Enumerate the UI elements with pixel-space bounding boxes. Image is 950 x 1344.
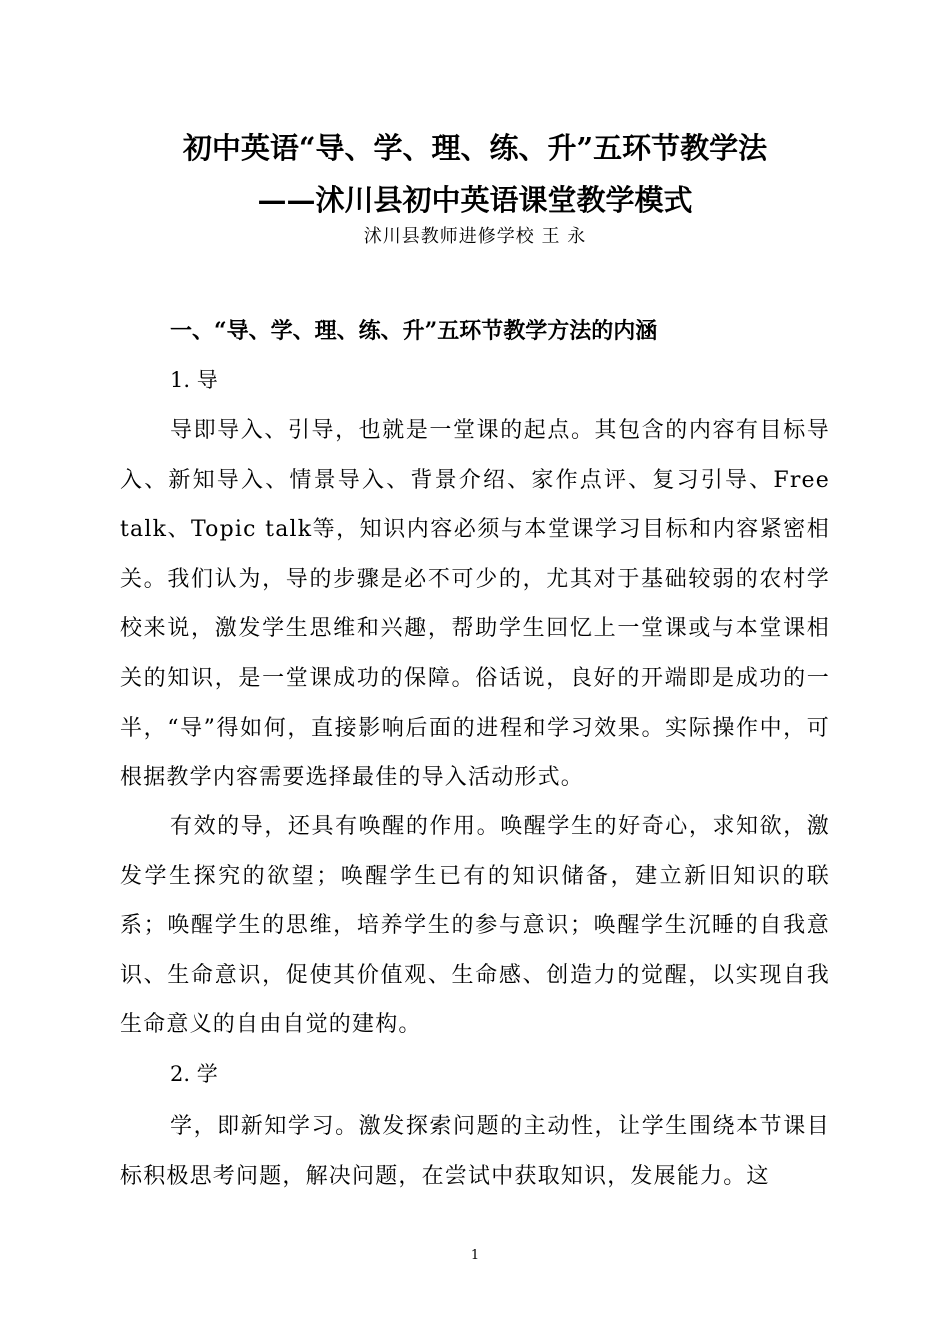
subheading-xue: 2. 学 — [170, 1062, 218, 1086]
document-title: 初中英语“导、学、理、练、升”五环节教学法 — [182, 131, 768, 165]
author-line: 沭川县教师进修学校 王 永 — [363, 226, 587, 247]
subheading-dao: 1. 导 — [170, 368, 218, 392]
paragraph: 有效的导，还具有唤醒的作用。唤醒学生的好奇心，求知欲，激发学生探究的欲望；唤醒学生已有的知识储备，建立新旧知识的联系；唤醒学生的思维，培养学生的参与意识；唤醒学生沉睡的自我意识、生命意识，促使其价值观、生命感、创造力的觉醒，以实现自我生命意义的自由自觉的建构。 — [120, 814, 830, 1038]
paragraph: 学，即新知学习。激发探索问题的主动性，让学生围绕本节课目标积极思考问题，解决问题，在尝试中获取知识，发展能力。这 — [120, 1114, 830, 1189]
document-subtitle: ——沭川县初中英语课堂教学模式 — [257, 183, 693, 217]
section-heading: 一、“导、学、理、练、升”五环节教学方法的内涵 — [170, 318, 658, 344]
paragraph: 导即导入、引导，也就是一堂课的起点。其包含的内容有目标导入、新知导入、情景导入、背景介绍、家作点评、复习引导、Free talk、Topic talk等，知识内容必须与本堂课学习目标和内容紧密相关。我们认为，导的步骤是必不可少的，尤其对于基础较弱的农村学校来说，激发学生思维和兴趣，帮助学生回忆上一堂课或与本堂课相关的知识，是一堂课成功的保障。俗话说，良好的开端即是成功的一半，“导”得如何，直接影响后面的进程和学习效果。实际操作中，可根据教学内容需要选择最佳的导入活动形式。 — [120, 418, 830, 791]
page-number: 1 — [470, 1248, 480, 1263]
